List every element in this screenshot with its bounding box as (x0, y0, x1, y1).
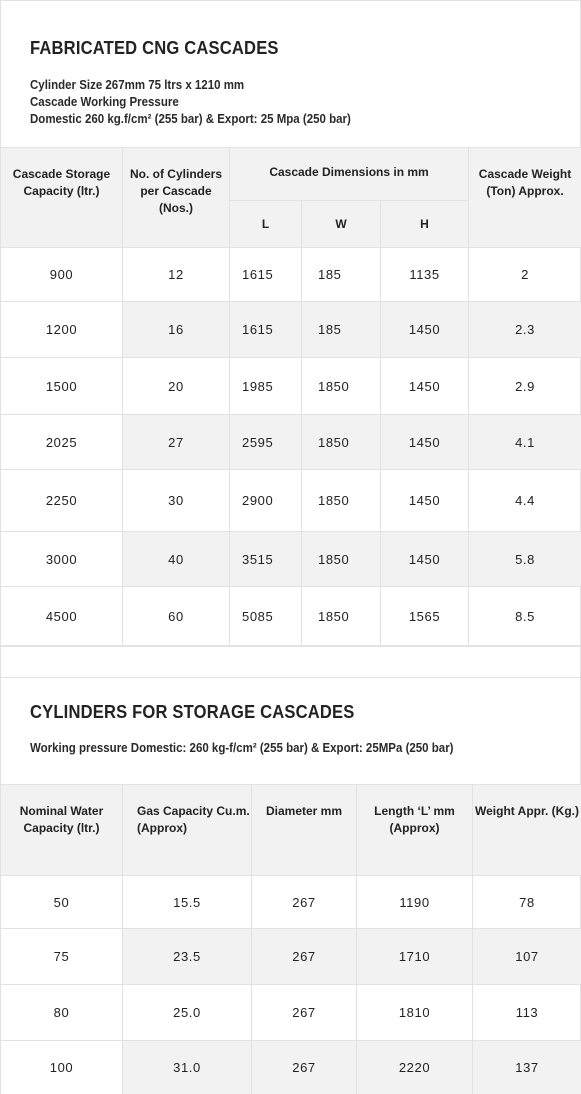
cylinders-title: CYLINDERS FOR STORAGE CASCADES (30, 702, 355, 722)
cell-length: 1710 (357, 929, 473, 985)
cell-l: 1615 (230, 302, 302, 358)
cascades-title: FABRICATED CNG CASCADES (30, 38, 279, 58)
cell-w: 1850 (302, 415, 381, 470)
col-header-weight-kg: Weight Appr. (Kg.) (473, 785, 581, 876)
table-row (1, 415, 581, 470)
cell-weight: 8.5 (469, 587, 581, 647)
cell-water: 80 (1, 985, 123, 1041)
cell-l: 2595 (230, 415, 302, 470)
cell-h: 1450 (381, 470, 469, 532)
col-header-w: W (302, 201, 381, 248)
cell-length: 2220 (357, 1041, 473, 1094)
cell-gas: 15.5 (123, 876, 252, 929)
cell-h: 1450 (381, 532, 469, 587)
cell-weight-kg: 113 (473, 985, 581, 1041)
col-header-cylinders: No. of Cylinders per Cascade (Nos.) (123, 148, 230, 248)
col-header-h: H (381, 201, 469, 248)
cell-gas: 23.5 (123, 929, 252, 985)
cell-weight: 2 (469, 248, 581, 302)
cell-weight-kg: 78 (473, 876, 581, 929)
cascades-table (0, 147, 581, 647)
cell-diameter: 267 (252, 985, 357, 1041)
col-header-l: L (230, 201, 302, 248)
cell-l: 2900 (230, 470, 302, 532)
table-row (1, 532, 581, 587)
cell-water: 50 (1, 876, 123, 929)
cell-capacity: 3000 (1, 532, 123, 587)
cell-length: 1190 (357, 876, 473, 929)
table-row (1, 985, 581, 1041)
cell-w: 185 (302, 248, 381, 302)
cell-diameter: 267 (252, 1041, 357, 1094)
cell-length: 1810 (357, 985, 473, 1041)
cell-w: 185 (302, 302, 381, 358)
cell-w: 1850 (302, 532, 381, 587)
cell-capacity: 4500 (1, 587, 123, 647)
col-header-weight: Cascade Weight (Ton) Approx. (469, 148, 581, 248)
cascades-cylinder-size: Cylinder Size 267mm 75 ltrs x 1210 mm (30, 78, 245, 92)
cell-cylinders: 30 (123, 470, 230, 532)
cell-h: 1450 (381, 358, 469, 415)
cell-w: 1850 (302, 358, 381, 415)
cell-weight: 4.4 (469, 470, 581, 532)
col-header-water: Nominal Water Capacity (ltr.) (1, 785, 123, 876)
cell-weight: 2.3 (469, 302, 581, 358)
cell-cylinders: 60 (123, 587, 230, 647)
cell-weight: 2.9 (469, 358, 581, 415)
cell-water: 100 (1, 1041, 123, 1094)
cell-h: 1450 (381, 302, 469, 358)
cell-gas: 25.0 (123, 985, 252, 1041)
table-row (1, 248, 581, 302)
cylinders-header (0, 678, 581, 785)
cascades-header (0, 0, 581, 147)
cell-cylinders: 12 (123, 248, 230, 302)
cell-capacity: 2250 (1, 470, 123, 532)
cell-l: 1615 (230, 248, 302, 302)
cell-weight-kg: 107 (473, 929, 581, 985)
cell-l: 1985 (230, 358, 302, 415)
cell-capacity: 1500 (1, 358, 123, 415)
table-row (1, 470, 581, 532)
cell-cylinders: 16 (123, 302, 230, 358)
cell-cylinders: 27 (123, 415, 230, 470)
col-header-dimensions: Cascade Dimensions in mm (230, 148, 469, 201)
cell-weight: 4.1 (469, 415, 581, 470)
table-row (1, 302, 581, 358)
cell-h: 1450 (381, 415, 469, 470)
table-row (1, 358, 581, 415)
cell-w: 1850 (302, 470, 381, 532)
cell-diameter: 267 (252, 876, 357, 929)
cell-l: 5085 (230, 587, 302, 647)
cell-cylinders: 20 (123, 358, 230, 415)
table-row (1, 929, 581, 985)
cell-gas: 31.0 (123, 1041, 252, 1094)
col-header-gas: Gas Capacity Cu.m. (Approx) (123, 785, 252, 876)
cell-l: 3515 (230, 532, 302, 587)
cascades-pressure-label: Cascade Working Pressure (30, 95, 179, 109)
cylinders-table (0, 784, 581, 1094)
cell-capacity: 900 (1, 248, 123, 302)
table-row (1, 1041, 581, 1094)
cell-weight: 5.8 (469, 532, 581, 587)
section-spacer (0, 645, 581, 678)
cascades-pressure-values: Domestic 260 kg.f/cm² (255 bar) & Export: 25 Mpa (250 bar) (30, 112, 351, 126)
cell-h: 1135 (381, 248, 469, 302)
cell-h: 1565 (381, 587, 469, 647)
cell-cylinders: 40 (123, 532, 230, 587)
cell-w: 1850 (302, 587, 381, 647)
cell-water: 75 (1, 929, 123, 985)
cell-capacity: 1200 (1, 302, 123, 358)
col-header-diameter: Diameter mm (252, 785, 357, 876)
cell-diameter: 267 (252, 929, 357, 985)
cell-weight-kg: 137 (473, 1041, 581, 1094)
col-header-length: Length ‘L’ mm (Approx) (357, 785, 473, 876)
col-header-capacity: Cascade Storage Capacity (ltr.) (1, 148, 123, 248)
cell-capacity: 2025 (1, 415, 123, 470)
table-row (1, 587, 581, 647)
table-row (1, 876, 581, 929)
cylinders-pressure: Working pressure Domestic: 260 kg-f/cm² (255 bar) & Export: 25MPa (250 bar) (30, 741, 454, 755)
